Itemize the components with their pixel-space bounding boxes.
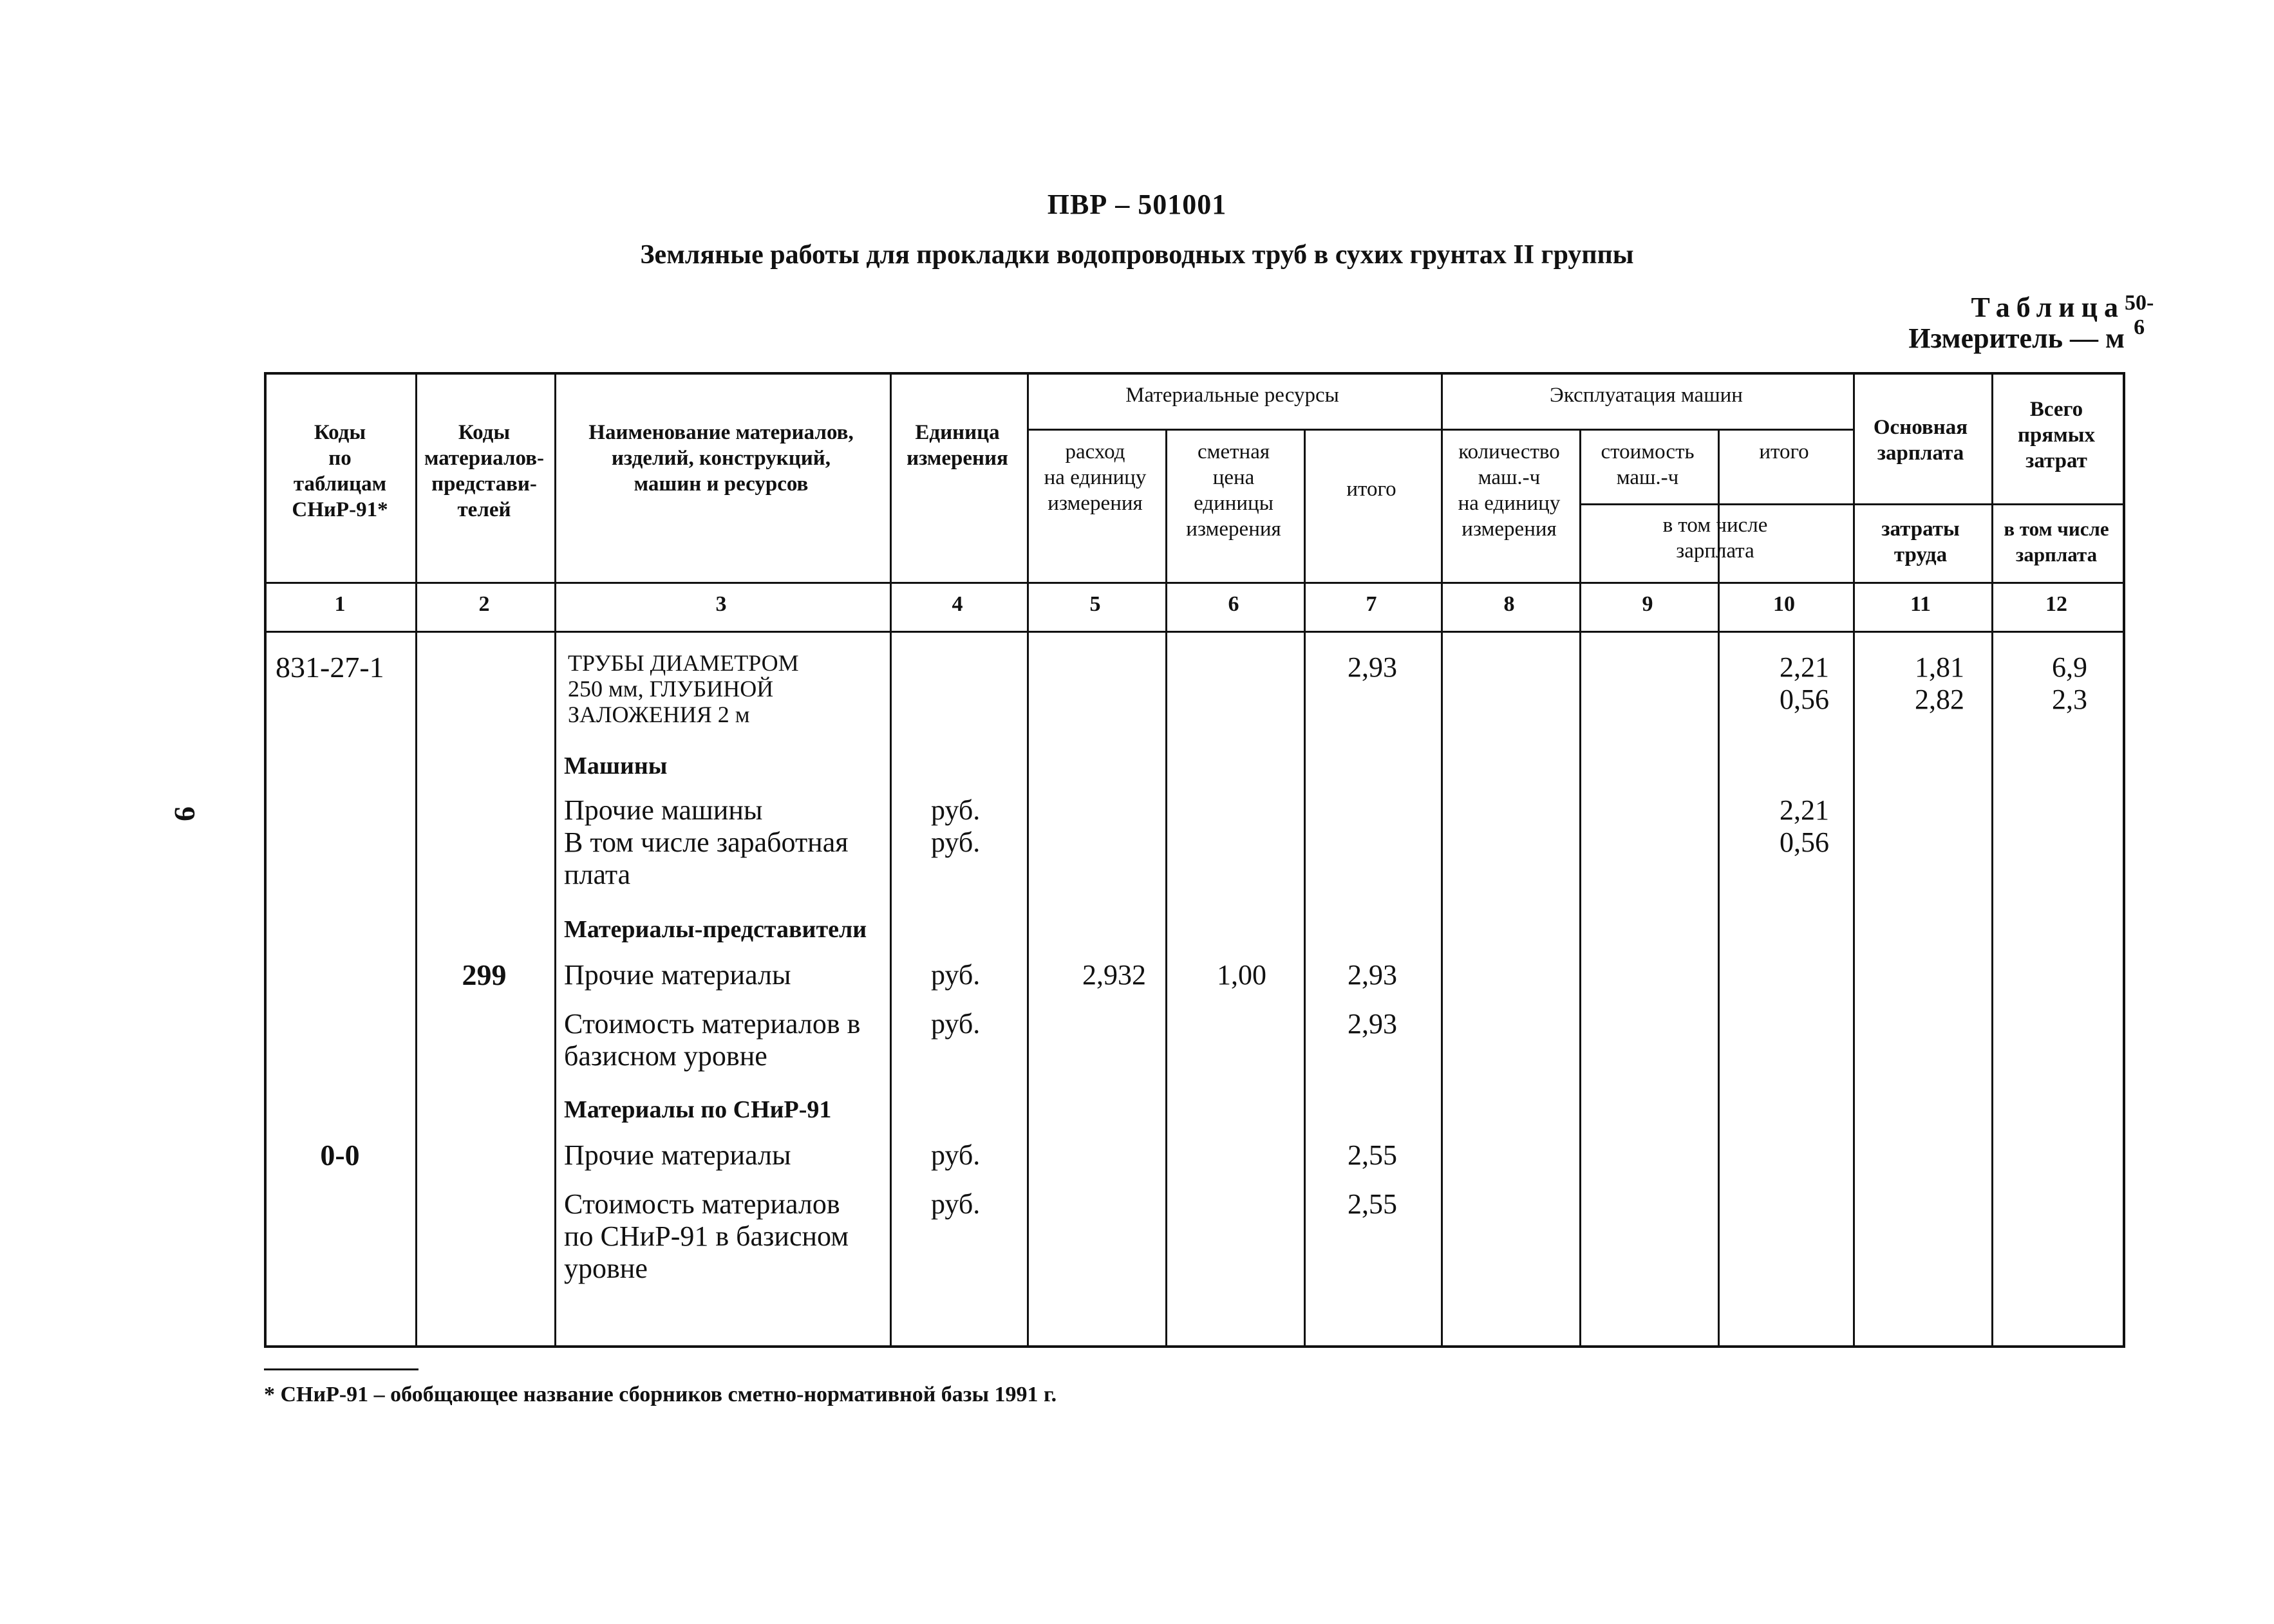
footnote-divider — [264, 1368, 418, 1370]
rep-materials-cost-name — [564, 1008, 860, 1072]
main-item-name-line3: ЗАЛОЖЕНИЯ 2 м — [568, 702, 750, 727]
rep-materials-other-name: Прочие материалы — [564, 959, 791, 991]
header-col5-line3: измерения — [1048, 492, 1143, 515]
header-col3-line1: Наименование материалов, — [588, 421, 854, 444]
header-col9 — [1579, 439, 1716, 490]
subhead-line-right — [1853, 503, 2123, 505]
header-col9-line1: стоимость — [1601, 440, 1695, 463]
header-col11 — [1852, 415, 1989, 466]
col-line-3 — [890, 375, 892, 1345]
snir-materials-cost-total: 2,55 — [1348, 1188, 1397, 1220]
header-col3-line2: изделий, конструкций, — [611, 447, 831, 470]
col-number-7: 7 — [1366, 592, 1377, 616]
machines-salary-unit: руб. — [931, 826, 981, 858]
header-col8-line4: измерения — [1461, 518, 1557, 541]
snir-materials-cost-name — [564, 1188, 849, 1285]
snir-materials-code: 0-0 — [320, 1139, 360, 1171]
header-col1-line3: таблицам — [293, 472, 387, 496]
col-line-5 — [1165, 429, 1167, 1345]
header-col11-line2: зарплата — [1877, 442, 1964, 465]
section-snir-materials: Материалы по СНиР-91 — [564, 1096, 832, 1123]
main-item-direct-costs — [1991, 651, 2087, 716]
rep-materials-other-unit: руб. — [931, 959, 981, 991]
header-sub-9-10 — [1579, 512, 1852, 564]
section-representative-materials: Материалы-представители — [564, 916, 867, 943]
main-item-name-line2: 250 мм, ГЛУБИНОЙ — [568, 676, 774, 702]
col-number-5: 5 — [1089, 592, 1101, 616]
header-col3-line3: машин и ресурсов — [634, 472, 809, 496]
header-col1-line4: СНиР-91* — [292, 498, 388, 521]
header-col6-line1: сметная — [1197, 440, 1270, 463]
numbers-bottom-line — [267, 631, 2123, 633]
col-number-1: 1 — [334, 592, 346, 616]
document-code: ПВР – 501001 — [1047, 189, 1227, 220]
header-bottom-line — [267, 582, 2123, 584]
header-sub-11-line2: труда — [1893, 543, 1948, 566]
machines-other-unit: руб. — [931, 794, 981, 826]
main-item-direct-costs-line2: 2,3 — [2052, 684, 2087, 715]
col-line-4 — [1027, 375, 1029, 1345]
col-line-8 — [1579, 429, 1581, 1345]
header-col3 — [554, 420, 888, 497]
snir-materials-cost-unit: руб. — [931, 1188, 981, 1220]
machines-salary-name — [564, 826, 848, 891]
main-item-machine-total-line2: 0,56 — [1780, 684, 1829, 715]
header-col2-line2: материалов- — [424, 447, 544, 470]
header-col4 — [889, 420, 1026, 471]
rep-materials-code: 299 — [462, 958, 507, 991]
subhead-line-machines — [1579, 503, 1853, 505]
rep-materials-total: 2,93 — [1348, 959, 1397, 991]
header-sub-11-line1: затраты — [1881, 518, 1960, 541]
main-item-base-salary-line1: 1,81 — [1915, 651, 1964, 683]
header-col8-line2: маш.-ч — [1478, 466, 1541, 489]
header-col12-line2: прямых — [2018, 424, 2095, 447]
machines-other-total: 2,21 — [1780, 794, 1829, 826]
header-col2-line1: Коды — [458, 421, 511, 444]
col-line-2 — [554, 375, 556, 1345]
col-number-2: 2 — [478, 592, 490, 616]
header-sub-9-10-line2: зарплата — [1676, 539, 1754, 563]
snir-materials-other-unit: руб. — [931, 1139, 981, 1171]
snir-materials-cost-name-line3: уровне — [564, 1253, 648, 1284]
header-sub-12-line1: в том числе — [2004, 518, 2109, 540]
header-col6-line4: измерения — [1186, 518, 1281, 541]
rep-materials-consumption: 2,932 — [1082, 959, 1146, 991]
header-col1-line2: по — [328, 447, 352, 470]
snir-materials-other-total: 2,55 — [1348, 1139, 1397, 1171]
header-sub-12-line2: зарплата — [2015, 543, 2098, 566]
header-col12-line1: Всего — [2029, 398, 2083, 421]
col-number-10: 10 — [1773, 592, 1795, 616]
header-col4-line2: измерения — [907, 447, 1008, 470]
header-col2 — [415, 420, 554, 523]
col-number-4: 4 — [952, 592, 963, 616]
group-underline — [1027, 429, 1853, 431]
rep-materials-cost-name-line1: Стоимость материалов в — [564, 1008, 861, 1040]
main-item-direct-costs-line1: 6,9 — [2052, 651, 2087, 683]
machines-salary-name-line1: В том числе заработная — [564, 826, 849, 858]
main-item-name — [568, 650, 799, 727]
header-col12-line3: затрат — [2025, 449, 2087, 472]
measure-unit: Измеритель — м — [1908, 322, 2125, 354]
snir-materials-cost-name-line1: Стоимость материалов — [564, 1188, 840, 1220]
main-item-machine-total-line1: 2,21 — [1780, 651, 1829, 683]
header-col8-line3: на единицу — [1458, 492, 1561, 515]
header-col4-line1: Единица — [915, 421, 1000, 444]
header-col9-line2: маш.-ч — [1616, 466, 1679, 489]
rep-materials-cost-name-line2: базисном уровне — [564, 1040, 767, 1072]
machines-salary-total: 0,56 — [1780, 826, 1829, 858]
header-col1-line1: Коды — [314, 421, 366, 444]
group-machine-operation: Эксплуатация машин — [1550, 384, 1743, 407]
main-item-name-line1: ТРУБЫ ДИАМЕТРОМ — [568, 650, 799, 676]
table-label-word: Таблица — [1971, 292, 2125, 323]
machines-other-name: Прочие машины — [564, 794, 763, 826]
col-number-11: 11 — [1910, 592, 1931, 616]
table-number: 50-6 — [2125, 291, 2154, 339]
header-col2-line4: телей — [457, 498, 511, 521]
header-col8-line1: количество — [1458, 440, 1560, 463]
section-machines: Машины — [564, 752, 668, 779]
header-col11-line1: Основная — [1873, 416, 1968, 439]
header-col7: итого — [1346, 478, 1396, 501]
header-sub-11 — [1852, 516, 1989, 568]
header-col6-line3: единицы — [1194, 492, 1273, 515]
main-item-material-total: 2,93 — [1348, 651, 1397, 683]
snir-materials-cost-name-line2: по СНиР-91 в базисном — [564, 1220, 849, 1252]
header-col5-line1: расход — [1065, 440, 1125, 463]
machines-salary-name-line2: плата — [564, 859, 631, 890]
col-number-12: 12 — [2045, 592, 2067, 616]
footnote: * СНиР-91 – обобщающее название сборников сметно-нормативной базы 1991 г. — [264, 1383, 1057, 1406]
header-col12 — [1991, 397, 2122, 474]
rep-materials-cost-unit: руб. — [931, 1008, 981, 1040]
header-col6 — [1165, 439, 1302, 542]
col-line-9 — [1718, 429, 1720, 1345]
header-sub-9-10-line1: в том числе — [1662, 514, 1768, 537]
main-item-machine-total — [1717, 651, 1829, 716]
col-number-8: 8 — [1503, 592, 1515, 616]
rep-materials-cost-total: 2,93 — [1348, 1008, 1397, 1040]
header-col5 — [1026, 439, 1164, 516]
col-number-6: 6 — [1228, 592, 1239, 616]
main-item-base-salary-line2: 2,82 — [1915, 684, 1964, 715]
main-item-base-salary — [1852, 651, 1964, 716]
header-col2-line3: представи- — [431, 472, 537, 496]
group-material-resources: Материальные ресурсы — [1125, 384, 1339, 407]
header-sub-12 — [1991, 516, 2122, 568]
header-col10: итого — [1759, 440, 1809, 463]
main-item-code: 831-27-1 — [276, 651, 384, 684]
page-number: 9 — [169, 807, 202, 821]
header-col8 — [1440, 439, 1578, 542]
header-col6-line2: цена — [1212, 466, 1255, 489]
snir-materials-other-name: Прочие материалы — [564, 1139, 791, 1171]
header-col1 — [267, 420, 413, 523]
rep-materials-unit-price: 1,00 — [1217, 959, 1266, 991]
header-col5-line2: на единицу — [1044, 466, 1147, 489]
table-label — [1971, 291, 2154, 339]
document-title: Земляные работы для прокладки водопроводных труб в сухих грунтах II группы — [640, 240, 1634, 270]
col-number-9: 9 — [1642, 592, 1653, 616]
col-number-3: 3 — [715, 592, 727, 616]
